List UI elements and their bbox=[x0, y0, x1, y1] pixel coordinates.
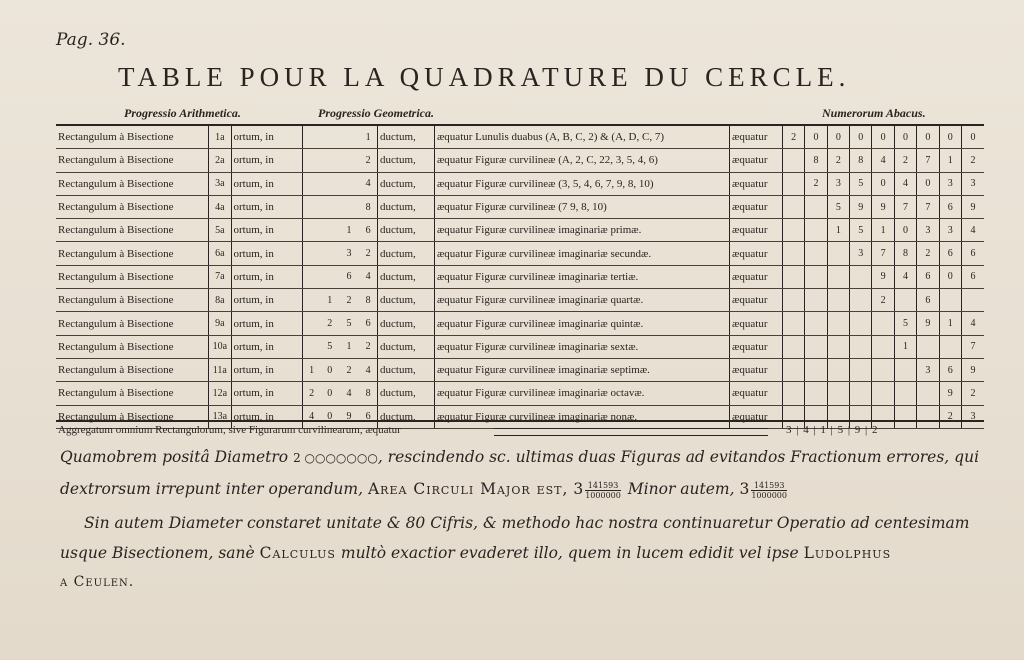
ordinal-cell: 2a bbox=[209, 149, 231, 172]
geometric-digit-cell bbox=[302, 219, 320, 242]
abacus-digit-cell: 1 bbox=[939, 149, 961, 172]
aequatur-cell: æquatur bbox=[730, 289, 783, 312]
abacus-digit-cell: 9 bbox=[872, 265, 894, 288]
abacus-digit-cell bbox=[782, 382, 804, 405]
aggregate-label: Aggregatum omnium Rectangulorum, sive Figurarum curvilinearum, æquatur bbox=[58, 424, 401, 436]
aequatur-cell: æquatur bbox=[730, 172, 783, 195]
geometric-digit-cell bbox=[302, 335, 320, 358]
geometric-digit-cell bbox=[339, 172, 359, 195]
aggregate-digits: 3 | 4 | 1 | 5 | 9 | 2 bbox=[786, 424, 879, 436]
abacus-digit-cell: 3 bbox=[939, 172, 961, 195]
ductum-cell: ductum, bbox=[378, 358, 435, 381]
table-row bbox=[56, 265, 984, 288]
ortum-cell: ortum, in bbox=[231, 149, 302, 172]
abacus-digit-cell: 9 bbox=[872, 195, 894, 218]
abacus-digit-cell: 9 bbox=[850, 195, 872, 218]
abacus-digit-cell: 2 bbox=[827, 149, 849, 172]
abacus-digit-cell: 5 bbox=[850, 219, 872, 242]
text-span: Area Circuli Major est, bbox=[367, 480, 569, 498]
abacus-digit-cell bbox=[894, 405, 916, 428]
geometric-digit-cell bbox=[321, 219, 339, 242]
text-span: 3 bbox=[573, 480, 584, 498]
abacus-digit-cell bbox=[827, 265, 849, 288]
aequatur-cell: æquatur bbox=[730, 242, 783, 265]
abacus-digit-cell: 2 bbox=[782, 126, 804, 149]
fraction bbox=[585, 481, 621, 500]
abacus-digit-cell: 6 bbox=[917, 289, 939, 312]
abacus-digit-cell: 5 bbox=[894, 312, 916, 335]
abacus-digit-cell bbox=[805, 289, 827, 312]
ortum-cell: ortum, in bbox=[231, 195, 302, 218]
abacus-digit-cell: 3 bbox=[917, 219, 939, 242]
geometric-digit-cell: 5 bbox=[339, 312, 359, 335]
paragraph-line-1 bbox=[60, 448, 1000, 466]
abacus-digit-cell: 7 bbox=[917, 149, 939, 172]
rectangulum-cell: Rectangulum à Bisectione bbox=[56, 312, 209, 335]
abacus-digit-cell: 7 bbox=[917, 195, 939, 218]
abacus-digit-cell: 6 bbox=[939, 195, 961, 218]
equation-cell: æquatur Figuræ curvilineæ imaginariæ octavæ. bbox=[434, 382, 729, 405]
abacus-digit-cell bbox=[805, 265, 827, 288]
geometric-digit-cell: 1 bbox=[339, 335, 359, 358]
rectangulum-cell: Rectangulum à Bisectione bbox=[56, 335, 209, 358]
geometric-digit-cell bbox=[321, 149, 339, 172]
page-number: Pag. 36. bbox=[56, 30, 126, 50]
ductum-cell: ductum, bbox=[378, 149, 435, 172]
abacus-digit-cell bbox=[872, 312, 894, 335]
geometric-digit-cell bbox=[321, 195, 339, 218]
abacus-digit-cell: 6 bbox=[939, 358, 961, 381]
geometric-digit-cell: 2 bbox=[359, 149, 377, 172]
paragraph-line-3: Sin autem Diameter constaret unitate & 80 Cifris, & methodo hac nostra continuaretur Operatio ad centesimam bbox=[84, 514, 970, 532]
abacus-digit-cell bbox=[782, 312, 804, 335]
geometric-digit-cell bbox=[302, 289, 320, 312]
fraction bbox=[751, 481, 787, 500]
header-abacus: Numerorum Abacus. bbox=[822, 106, 926, 120]
geometric-digit-cell: 4 bbox=[302, 405, 320, 428]
ductum-cell: ductum, bbox=[378, 172, 435, 195]
geometric-digit-cell: 0 bbox=[321, 382, 339, 405]
abacus-digit-cell: 3 bbox=[939, 219, 961, 242]
rectangulum-cell: Rectangulum à Bisectione bbox=[56, 195, 209, 218]
aequatur-cell: æquatur bbox=[730, 382, 783, 405]
paragraph-line-4 bbox=[60, 544, 1000, 562]
abacus-digit-cell bbox=[782, 242, 804, 265]
text-span: multò exactior evaderet illo, quem in lucem edidit vel ipse bbox=[340, 544, 799, 562]
abacus-digit-cell bbox=[827, 242, 849, 265]
abacus-digit-cell: 8 bbox=[805, 149, 827, 172]
equation-cell: æquatur Figuræ curvilineæ imaginariæ quartæ. bbox=[434, 289, 729, 312]
abacus-digit-cell: 7 bbox=[872, 242, 894, 265]
geometric-digit-cell: 1 bbox=[302, 358, 320, 381]
table-row bbox=[56, 195, 984, 218]
table-row bbox=[56, 358, 984, 381]
geometric-digit-cell: 0 bbox=[321, 358, 339, 381]
geometric-digit-cell: 4 bbox=[359, 172, 377, 195]
aequatur-cell: æquatur bbox=[730, 265, 783, 288]
abacus-digit-cell bbox=[805, 219, 827, 242]
ductum-cell: ductum, bbox=[378, 289, 435, 312]
ordinal-cell: 6a bbox=[209, 242, 231, 265]
geometric-digit-cell: 2 bbox=[321, 312, 339, 335]
abacus-digit-cell bbox=[872, 335, 894, 358]
abacus-digit-cell: 0 bbox=[872, 172, 894, 195]
table-row bbox=[56, 242, 984, 265]
geometric-digit-cell: 3 bbox=[339, 242, 359, 265]
abacus-digit-cell bbox=[850, 358, 872, 381]
text-span: , rescindendo sc. ultimas duas Figuras ad evitandos Fractionum errores, qui bbox=[377, 448, 980, 466]
geometric-digit-cell: 4 bbox=[359, 358, 377, 381]
geometric-digit-cell bbox=[302, 149, 320, 172]
equation-cell: æquatur Figuræ curvilineæ imaginariæ primæ. bbox=[434, 219, 729, 242]
abacus-digit-cell: 2 bbox=[894, 149, 916, 172]
geometric-digit-cell bbox=[302, 126, 320, 149]
ortum-cell: ortum, in bbox=[231, 126, 302, 149]
rectangulum-cell: Rectangulum à Bisectione bbox=[56, 289, 209, 312]
abacus-digit-cell bbox=[850, 382, 872, 405]
fraction-denominator: 1000000 bbox=[585, 490, 621, 500]
geometric-digit-cell bbox=[321, 242, 339, 265]
abacus-digit-cell bbox=[827, 335, 849, 358]
abacus-digit-cell: 0 bbox=[939, 265, 961, 288]
abacus-digit-cell bbox=[827, 289, 849, 312]
abacus-digit-cell: 9 bbox=[961, 195, 984, 218]
abacus-digit-cell bbox=[917, 405, 939, 428]
text-span: Ludolphus bbox=[803, 544, 892, 562]
abacus-digit-cell: 1 bbox=[894, 335, 916, 358]
equation-cell: æquatur Figuræ curvilineæ imaginariæ septimæ. bbox=[434, 358, 729, 381]
geometric-digit-cell: 6 bbox=[359, 312, 377, 335]
abacus-digit-cell: 2 bbox=[917, 242, 939, 265]
abacus-digit-cell bbox=[939, 335, 961, 358]
ortum-cell: ortum, in bbox=[231, 335, 302, 358]
abacus-digit-cell bbox=[827, 312, 849, 335]
equation-cell: æquatur Figuræ curvilineæ imaginariæ tertiæ. bbox=[434, 265, 729, 288]
equation-cell: æquatur Figuræ curvilineæ (A, 2, C, 22, 3, 5, 4, 6) bbox=[434, 149, 729, 172]
abacus-digit-cell bbox=[805, 382, 827, 405]
ortum-cell: ortum, in bbox=[231, 312, 302, 335]
abacus-digit-cell bbox=[917, 382, 939, 405]
geometric-digit-cell bbox=[339, 195, 359, 218]
abacus-digit-cell bbox=[939, 289, 961, 312]
ortum-cell: ortum, in bbox=[231, 382, 302, 405]
abacus-digit-cell bbox=[850, 289, 872, 312]
page-title: TABLE POUR LA QUADRATURE DU CERCLE. bbox=[118, 62, 851, 92]
ordinal-cell: 4a bbox=[209, 195, 231, 218]
aequatur-cell: æquatur bbox=[730, 358, 783, 381]
equation-cell: æquatur Figuræ curvilineæ (3, 5, 4, 6, 7, 9, 8, 10) bbox=[434, 172, 729, 195]
abacus-digit-cell: 0 bbox=[805, 126, 827, 149]
rectangulum-cell: Rectangulum à Bisectione bbox=[56, 126, 209, 149]
abacus-digit-cell bbox=[872, 382, 894, 405]
abacus-digit-cell: 2 bbox=[961, 149, 984, 172]
geometric-digit-cell bbox=[302, 312, 320, 335]
table-row bbox=[56, 382, 984, 405]
abacus-digit-cell: 4 bbox=[872, 149, 894, 172]
text-span: 2 ○○○○○○○ bbox=[293, 451, 378, 465]
abacus-digit-cell: 0 bbox=[894, 126, 916, 149]
header-geometrica: Progressio Geometrica. bbox=[318, 106, 434, 120]
abacus-digit-cell: 6 bbox=[961, 242, 984, 265]
aequatur-cell: æquatur bbox=[730, 405, 783, 428]
paragraph-line-2 bbox=[60, 480, 1000, 500]
abacus-digit-cell: 0 bbox=[894, 219, 916, 242]
abacus-digit-cell: 2 bbox=[872, 289, 894, 312]
abacus-digit-cell bbox=[782, 172, 804, 195]
text-span: Quamobrem positâ Diametro bbox=[60, 448, 289, 466]
abacus-digit-cell: 0 bbox=[917, 126, 939, 149]
ortum-cell: ortum, in bbox=[231, 405, 302, 428]
abacus-digit-cell: 3 bbox=[827, 172, 849, 195]
abacus-digit-cell: 5 bbox=[850, 172, 872, 195]
abacus-digit-cell bbox=[805, 358, 827, 381]
abacus-digit-cell: 2 bbox=[961, 382, 984, 405]
geometric-digit-cell: 5 bbox=[321, 335, 339, 358]
abacus-digit-cell: 2 bbox=[939, 405, 961, 428]
table bbox=[56, 126, 984, 429]
ductum-cell: ductum, bbox=[378, 335, 435, 358]
geometric-digit-cell: 1 bbox=[359, 126, 377, 149]
rectangulum-cell: Rectangulum à Bisectione bbox=[56, 265, 209, 288]
ductum-cell: ductum, bbox=[378, 195, 435, 218]
geometric-digit-cell: 6 bbox=[339, 265, 359, 288]
abacus-digit-cell bbox=[894, 289, 916, 312]
ortum-cell: ortum, in bbox=[231, 242, 302, 265]
geometric-digit-cell: 4 bbox=[339, 382, 359, 405]
ortum-cell: ortum, in bbox=[231, 358, 302, 381]
abacus-digit-cell: 0 bbox=[827, 126, 849, 149]
table-row bbox=[56, 219, 984, 242]
abacus-digit-cell: 3 bbox=[961, 405, 984, 428]
abacus-digit-cell bbox=[805, 242, 827, 265]
text-span: usque Bisectionem, sanè bbox=[60, 544, 255, 562]
ordinal-cell: 11a bbox=[209, 358, 231, 381]
ductum-cell: ductum, bbox=[378, 219, 435, 242]
abacus-digit-cell: 6 bbox=[917, 265, 939, 288]
aequatur-cell: æquatur bbox=[730, 126, 783, 149]
geometric-digit-cell: 6 bbox=[359, 219, 377, 242]
ordinal-cell: 12a bbox=[209, 382, 231, 405]
abacus-digit-cell bbox=[894, 382, 916, 405]
abacus-digit-cell: 0 bbox=[939, 126, 961, 149]
ductum-cell: ductum, bbox=[378, 405, 435, 428]
fraction-denominator: 1000000 bbox=[751, 490, 787, 500]
abacus-digit-cell bbox=[850, 335, 872, 358]
abacus-digit-cell: 1 bbox=[872, 219, 894, 242]
geometric-digit-cell: 4 bbox=[359, 265, 377, 288]
abacus-digit-cell: 9 bbox=[961, 358, 984, 381]
abacus-digit-cell bbox=[872, 358, 894, 381]
paragraph-line-5: a Ceulen. bbox=[60, 574, 135, 590]
ordinal-cell: 5a bbox=[209, 219, 231, 242]
abacus-digit-cell: 4 bbox=[894, 172, 916, 195]
ortum-cell: ortum, in bbox=[231, 219, 302, 242]
abacus-digit-cell: 0 bbox=[961, 126, 984, 149]
ortum-cell: ortum, in bbox=[231, 289, 302, 312]
abacus-digit-cell: 6 bbox=[939, 242, 961, 265]
abacus-digit-cell: 8 bbox=[894, 242, 916, 265]
table-row bbox=[56, 149, 984, 172]
geometric-digit-cell: 8 bbox=[359, 195, 377, 218]
fraction-numerator: 141593 bbox=[751, 481, 787, 491]
fraction-numerator: 141593 bbox=[585, 481, 621, 491]
geometric-digit-cell: 6 bbox=[359, 405, 377, 428]
rectangulum-cell: Rectangulum à Bisectione bbox=[56, 219, 209, 242]
rectangulum-cell: Rectangulum à Bisectione bbox=[56, 172, 209, 195]
text-span: Minor autem, bbox=[627, 480, 735, 498]
rectangulum-cell: Rectangulum à Bisectione bbox=[56, 242, 209, 265]
abacus-digit-cell bbox=[805, 312, 827, 335]
ortum-cell: ortum, in bbox=[231, 172, 302, 195]
equation-cell: æquatur Figuræ curvilineæ imaginariæ quintæ. bbox=[434, 312, 729, 335]
abacus-digit-cell bbox=[850, 265, 872, 288]
geometric-digit-cell: 2 bbox=[359, 242, 377, 265]
ordinal-cell: 13a bbox=[209, 405, 231, 428]
text-span: dextrorsum irrepunt inter operandum, bbox=[60, 480, 364, 498]
ordinal-cell: 7a bbox=[209, 265, 231, 288]
quadrature-table bbox=[56, 124, 984, 422]
abacus-digit-cell bbox=[782, 219, 804, 242]
geometric-digit-cell: 2 bbox=[359, 335, 377, 358]
abacus-digit-cell bbox=[917, 335, 939, 358]
abacus-digit-cell bbox=[827, 382, 849, 405]
abacus-digit-cell: 4 bbox=[961, 219, 984, 242]
abacus-digit-cell bbox=[782, 265, 804, 288]
abacus-digit-cell bbox=[782, 195, 804, 218]
abacus-digit-cell bbox=[894, 358, 916, 381]
geometric-digit-cell bbox=[339, 126, 359, 149]
abacus-digit-cell bbox=[827, 358, 849, 381]
ductum-cell: ductum, bbox=[378, 126, 435, 149]
geometric-digit-cell: 8 bbox=[359, 382, 377, 405]
abacus-digit-cell: 1 bbox=[939, 312, 961, 335]
ortum-cell: ortum, in bbox=[231, 265, 302, 288]
abacus-digit-cell: 5 bbox=[827, 195, 849, 218]
ordinal-cell: 9a bbox=[209, 312, 231, 335]
geometric-digit-cell bbox=[302, 172, 320, 195]
abacus-digit-cell: 9 bbox=[939, 382, 961, 405]
equation-cell: æquatur Lunulis duabus (A, B, C, 2) & (A, D, C, 7) bbox=[434, 126, 729, 149]
table-row bbox=[56, 335, 984, 358]
rectangulum-cell: Rectangulum à Bisectione bbox=[56, 382, 209, 405]
abacus-digit-cell bbox=[782, 289, 804, 312]
abacus-digit-cell bbox=[805, 195, 827, 218]
abacus-digit-cell bbox=[850, 312, 872, 335]
geometric-digit-cell: 2 bbox=[339, 289, 359, 312]
geometric-digit-cell: 8 bbox=[359, 289, 377, 312]
ductum-cell: ductum, bbox=[378, 265, 435, 288]
aequatur-cell: æquatur bbox=[730, 149, 783, 172]
aequatur-cell: æquatur bbox=[730, 335, 783, 358]
ordinal-cell: 10a bbox=[209, 335, 231, 358]
table-row bbox=[56, 289, 984, 312]
geometric-digit-cell bbox=[302, 195, 320, 218]
abacus-digit-cell bbox=[782, 149, 804, 172]
geometric-digit-cell bbox=[302, 242, 320, 265]
geometric-digit-cell: 1 bbox=[339, 219, 359, 242]
aequatur-cell: æquatur bbox=[730, 219, 783, 242]
abacus-digit-cell bbox=[961, 289, 984, 312]
ductum-cell: ductum, bbox=[378, 312, 435, 335]
aggregate-rule bbox=[494, 428, 768, 436]
rectangulum-cell: Rectangulum à Bisectione bbox=[56, 358, 209, 381]
geometric-digit-cell bbox=[321, 172, 339, 195]
rectangulum-cell: Rectangulum à Bisectione bbox=[56, 405, 209, 428]
aequatur-cell: æquatur bbox=[730, 312, 783, 335]
abacus-digit-cell bbox=[782, 335, 804, 358]
text-span: Calculus bbox=[259, 544, 336, 562]
geometric-digit-cell: 1 bbox=[321, 289, 339, 312]
abacus-digit-cell: 3 bbox=[917, 358, 939, 381]
equation-cell: æquatur Figuræ curvilineæ (7 9, 8, 10) bbox=[434, 195, 729, 218]
header-arithmetica: Progressio Arithmetica. bbox=[124, 106, 241, 120]
rectangulum-cell: Rectangulum à Bisectione bbox=[56, 149, 209, 172]
geometric-digit-cell: 2 bbox=[302, 382, 320, 405]
abacus-digit-cell: 7 bbox=[894, 195, 916, 218]
ordinal-cell: 1a bbox=[209, 126, 231, 149]
geometric-digit-cell bbox=[339, 149, 359, 172]
geometric-digit-cell: 9 bbox=[339, 405, 359, 428]
geometric-digit-cell: 2 bbox=[339, 358, 359, 381]
table-row bbox=[56, 126, 984, 149]
text-span: 3 bbox=[739, 480, 750, 498]
abacus-digit-cell: 1 bbox=[827, 219, 849, 242]
table-row bbox=[56, 172, 984, 195]
geometric-digit-cell bbox=[302, 265, 320, 288]
abacus-digit-cell: 0 bbox=[850, 126, 872, 149]
equation-cell: æquatur Figuræ curvilineæ imaginariæ secundæ. bbox=[434, 242, 729, 265]
abacus-digit-cell: 8 bbox=[850, 149, 872, 172]
table-row bbox=[56, 312, 984, 335]
abacus-digit-cell: 4 bbox=[961, 312, 984, 335]
abacus-digit-cell: 6 bbox=[961, 265, 984, 288]
abacus-digit-cell: 2 bbox=[805, 172, 827, 195]
abacus-digit-cell: 0 bbox=[872, 126, 894, 149]
abacus-digit-cell: 0 bbox=[917, 172, 939, 195]
abacus-digit-cell: 3 bbox=[961, 172, 984, 195]
aequatur-cell: æquatur bbox=[730, 195, 783, 218]
ductum-cell: ductum, bbox=[378, 242, 435, 265]
ductum-cell: ductum, bbox=[378, 382, 435, 405]
abacus-digit-cell: 9 bbox=[917, 312, 939, 335]
ordinal-cell: 3a bbox=[209, 172, 231, 195]
geometric-digit-cell: 0 bbox=[321, 405, 339, 428]
abacus-digit-cell bbox=[805, 335, 827, 358]
geometric-digit-cell bbox=[321, 265, 339, 288]
equation-cell: æquatur Figuræ curvilineæ imaginariæ sextæ. bbox=[434, 335, 729, 358]
abacus-digit-cell: 7 bbox=[961, 335, 984, 358]
ordinal-cell: 8a bbox=[209, 289, 231, 312]
abacus-digit-cell bbox=[782, 358, 804, 381]
geometric-digit-cell bbox=[321, 126, 339, 149]
abacus-digit-cell: 4 bbox=[894, 265, 916, 288]
abacus-digit-cell: 3 bbox=[850, 242, 872, 265]
equation-cell: æquatur Figuræ curvilineæ imaginariæ nonæ. bbox=[434, 405, 729, 428]
